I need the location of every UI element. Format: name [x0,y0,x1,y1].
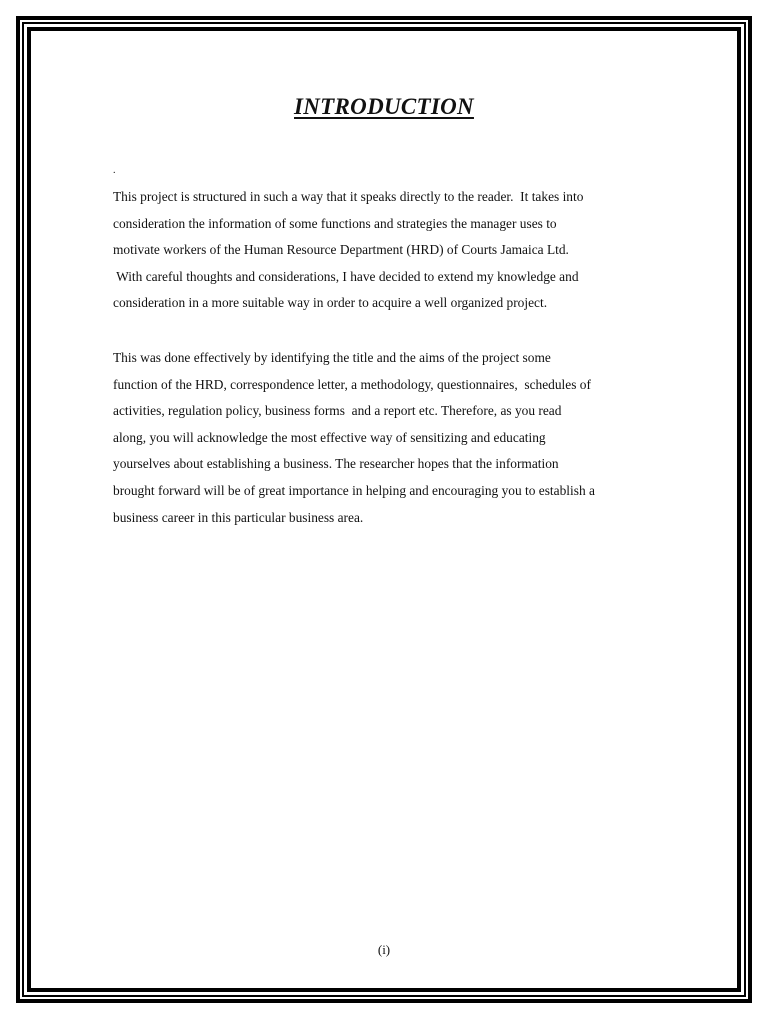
paragraph-line: function of the HRD, correspondence letter, a methodology, questionnaires, schedules of [113,376,591,392]
paragraph-line: With careful thoughts and considerations, I have decided to extend my knowledge and [113,268,579,284]
page-title: INTRODUCTION [294,94,474,119]
paragraph-line: activities, regulation policy, business forms and a report etc. Therefore, as you read [113,403,562,419]
paragraph-line: brought forward will be of great importance in helping and encouraging you to establish a [113,482,595,498]
paragraph-1 [113,184,673,317]
paragraph-line: consideration the information of some functions and strategies the manager uses to [113,215,557,231]
page-number: (i) [377,942,391,957]
paragraph-line: motivate workers of the Human Resource Department (HRD) of Courts Jamaica Ltd. [113,242,569,258]
paragraph-line: This project is structured in such a way that it speaks directly to the reader. It takes into [113,189,584,204]
paragraph-line: This was done effectively by identifying the title and the aims of the project some [113,350,551,365]
stray-mark: . [113,165,116,176]
paragraph-line: business career in this particular business area. [113,509,364,525]
paragraph-2 [113,345,673,531]
paragraph-line: yourselves about establishing a business. The researcher hopes that the information [113,456,559,472]
paragraph-line: along, you will acknowledge the most effective way of sensitizing and educating [113,429,546,445]
paragraph-line: consideration in a more suitable way in order to acquire a well organized project. [113,295,548,311]
